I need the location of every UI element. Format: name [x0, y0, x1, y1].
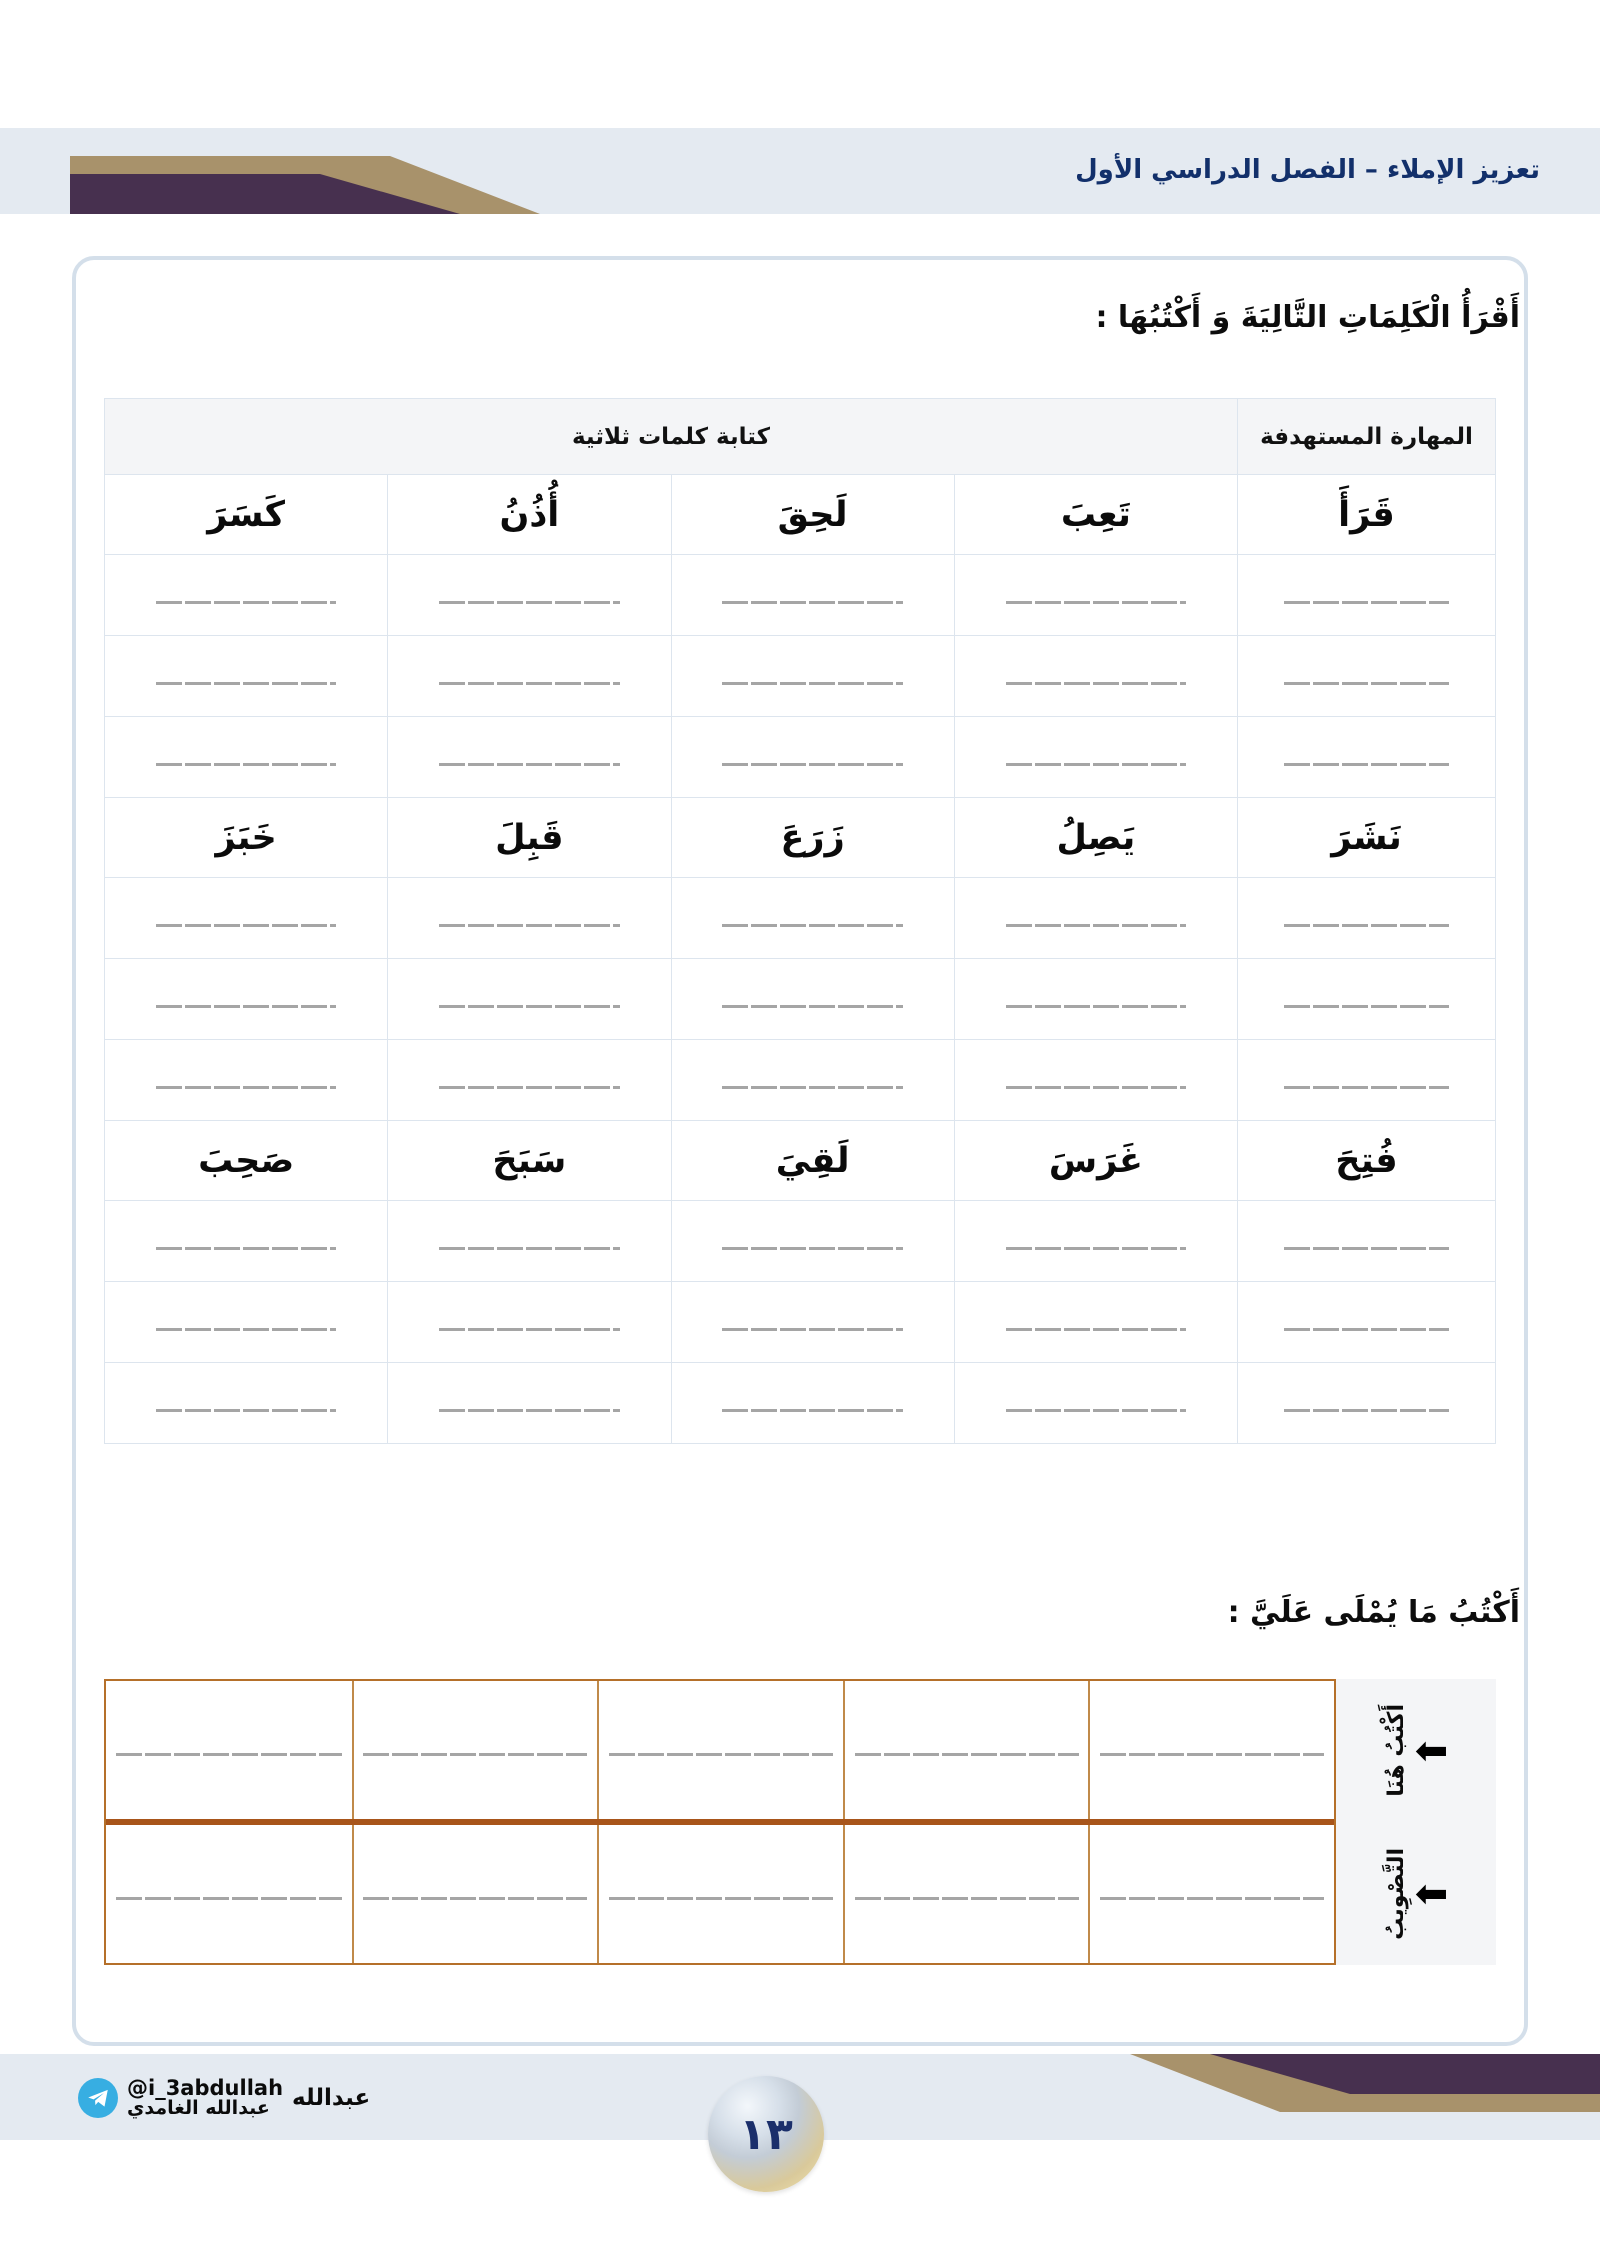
writing-guide-line [156, 601, 337, 604]
writing-practice-cell[interactable] [671, 959, 954, 1040]
writing-practice-cell[interactable] [954, 878, 1237, 959]
dictation-labels-column [1336, 1679, 1496, 1965]
writing-practice-cell[interactable] [954, 959, 1237, 1040]
word-cell: زَرَعَ [671, 798, 954, 878]
writing-practice-cell[interactable] [954, 555, 1237, 636]
writing-guide-line [1284, 1086, 1449, 1089]
dictation-cell[interactable] [843, 1681, 1089, 1819]
dictation-grid [104, 1679, 1336, 1965]
writing-practice-cell[interactable] [105, 1363, 388, 1444]
writing-guide-line [722, 1328, 903, 1331]
writing-guide-line [363, 1897, 587, 1900]
writing-guide-line [609, 1897, 833, 1900]
writing-guide-line [156, 1086, 337, 1089]
writing-guide-line [1006, 1005, 1187, 1008]
dictation-half-bottom [106, 1825, 1334, 1963]
writing-practice-cell[interactable] [671, 1201, 954, 1282]
dictation-label-text: أَكْتُبُ هُنَا [1383, 1704, 1409, 1797]
writing-guide-line [439, 1409, 620, 1412]
writing-guide-line [855, 1897, 1079, 1900]
word-cell: يَصِلُ [954, 798, 1237, 878]
writing-practice-cell[interactable] [954, 636, 1237, 717]
writing-guide-line [1284, 1005, 1449, 1008]
writing-practice-cell[interactable] [954, 1201, 1237, 1282]
writing-guide-line [156, 1005, 337, 1008]
word-table-body [105, 475, 1496, 1444]
page-number: ١٣ [739, 2108, 793, 2160]
writing-guide-line [439, 1005, 620, 1008]
instruction-dictation: أَكْتُبُ مَا يُمْلَى عَلَيَّ : [1227, 1595, 1520, 1630]
writing-practice-cell[interactable] [388, 717, 671, 798]
writing-guide-line [156, 763, 337, 766]
writing-practice-cell[interactable] [1238, 1040, 1496, 1121]
writing-practice-cell[interactable] [671, 555, 954, 636]
telegram-handle[interactable]: @i_3abdullah [127, 2076, 284, 2100]
writing-guide-line [1006, 1086, 1187, 1089]
writing-guide-line [156, 1409, 337, 1412]
dictation-cell[interactable] [843, 1825, 1089, 1963]
writing-practice-cell[interactable] [1238, 959, 1496, 1040]
left-arrow-icon: ⬅ [1414, 1727, 1449, 1774]
dictation-cell[interactable] [352, 1825, 598, 1963]
writing-practice-cell[interactable] [388, 1363, 671, 1444]
header-activity: كتابة كلمات ثلاثية [105, 399, 1238, 475]
writing-guide-line [156, 682, 337, 685]
writing-guide-line [439, 924, 620, 927]
practice-row [105, 717, 1496, 798]
practice-row [105, 1201, 1496, 1282]
dictation-cell[interactable] [1088, 1681, 1334, 1819]
corner-shape-top [70, 128, 540, 214]
dictation-half-top [106, 1681, 1334, 1825]
word-row [105, 1121, 1496, 1201]
writing-guide-line [439, 601, 620, 604]
writing-practice-cell[interactable] [1238, 1201, 1496, 1282]
writing-guide-line [1284, 601, 1449, 604]
writing-guide-line [1284, 682, 1449, 685]
writing-practice-cell[interactable] [671, 1282, 954, 1363]
writing-guide-line [1100, 1897, 1324, 1900]
writing-practice-cell[interactable] [388, 878, 671, 959]
word-cell: غَرَسَ [954, 1121, 1237, 1201]
word-cell: أُذُنُ [388, 475, 671, 555]
writing-guide-line [1006, 1409, 1187, 1412]
writing-guide-line [722, 682, 903, 685]
telegram-icon[interactable] [78, 2078, 118, 2118]
writing-guide-line [722, 1247, 903, 1250]
word-cell: سَبَحَ [388, 1121, 671, 1201]
writing-guide-line [722, 1086, 903, 1089]
practice-row [105, 878, 1496, 959]
writing-guide-line [439, 1247, 620, 1250]
writing-practice-cell[interactable] [954, 1363, 1237, 1444]
practice-row [105, 555, 1496, 636]
writing-practice-cell[interactable] [105, 878, 388, 959]
writing-practice-cell[interactable] [671, 717, 954, 798]
practice-row [105, 1363, 1496, 1444]
writing-guide-line [722, 1005, 903, 1008]
page-title: تعزيز الإملاء – الفصل الدراسي الأول [1075, 155, 1540, 185]
author-name: عبدالله الغامدي [127, 2097, 270, 2120]
dictation-cell[interactable] [597, 1825, 843, 1963]
writing-guide-line [1284, 924, 1449, 927]
writing-practice-cell[interactable] [105, 1282, 388, 1363]
writing-practice-cell[interactable] [388, 1040, 671, 1121]
footer-credit [78, 2068, 374, 2128]
word-table-head [105, 399, 1496, 475]
word-cell: خَبَزَ [105, 798, 388, 878]
author-signature: عبدالله [292, 2085, 371, 2111]
writing-guide-line [1006, 682, 1187, 685]
writing-guide-line [156, 924, 337, 927]
writing-guide-line [363, 1753, 587, 1756]
writing-guide-line [722, 763, 903, 766]
writing-guide-line [439, 682, 620, 685]
word-cell: تَعِبَ [954, 475, 1237, 555]
writing-practice-cell[interactable] [671, 1363, 954, 1444]
practice-row [105, 1040, 1496, 1121]
word-cell: لَقِيَ [671, 1121, 954, 1201]
writing-guide-line [439, 1086, 620, 1089]
writing-guide-line [439, 1328, 620, 1331]
writing-guide-line [1006, 601, 1187, 604]
writing-practice-cell[interactable] [671, 636, 954, 717]
dictation-cell[interactable] [1088, 1825, 1334, 1963]
writing-practice-cell[interactable] [1238, 1363, 1496, 1444]
writing-practice-cell[interactable] [105, 1040, 388, 1121]
writing-practice-cell[interactable] [388, 555, 671, 636]
page-number-badge [708, 2076, 824, 2192]
writing-guide-line [1006, 1328, 1187, 1331]
writing-guide-line [1006, 763, 1187, 766]
practice-row [105, 959, 1496, 1040]
writing-guide-line [1284, 1247, 1449, 1250]
writing-guide-line [1100, 1753, 1324, 1756]
left-arrow-icon: ⬅ [1414, 1870, 1449, 1917]
writing-practice-cell[interactable] [671, 1040, 954, 1121]
writing-practice-cell[interactable] [954, 1040, 1237, 1121]
writing-guide-line [439, 763, 620, 766]
footer-decoration-bottom-right [1130, 2054, 1600, 2140]
writing-practice-cell[interactable] [105, 959, 388, 1040]
header-decoration-top-left [70, 128, 540, 214]
writing-practice-cell[interactable] [105, 636, 388, 717]
word-row [105, 475, 1496, 555]
dictation-cell[interactable] [106, 1825, 352, 1963]
dictation-label-text: التَّصْوِيبُ [1383, 1847, 1409, 1940]
dictation-label-row [1336, 1679, 1496, 1822]
word-cell: قَبِلَ [388, 798, 671, 878]
word-cell: صَحِبَ [105, 1121, 388, 1201]
word-cell: كَسَرَ [105, 475, 388, 555]
header-skill: المهارة المستهدفة [1238, 399, 1496, 475]
word-cell: قَرَأَ [1238, 475, 1496, 555]
writing-practice-cell[interactable] [388, 636, 671, 717]
word-cell: فُتِحَ [1238, 1121, 1496, 1201]
writing-practice-cell[interactable] [1238, 878, 1496, 959]
writing-practice-cell[interactable] [388, 959, 671, 1040]
dictation-section [104, 1679, 1496, 1965]
instruction-read-and-write: أَقْرَأُ الْكَلِمَاتِ التَّالِيَةَ وَ أَكْتُبُهَا : [1095, 300, 1520, 335]
writing-guide-line [1006, 924, 1187, 927]
practice-row [105, 1282, 1496, 1363]
word-practice-table [104, 398, 1496, 1444]
practice-row [105, 636, 1496, 717]
dictation-cell[interactable] [597, 1681, 843, 1819]
word-table-header-row [105, 399, 1496, 475]
writing-practice-cell[interactable] [1238, 555, 1496, 636]
writing-practice-cell[interactable] [1238, 1282, 1496, 1363]
writing-practice-cell[interactable] [1238, 636, 1496, 717]
writing-guide-line [116, 1897, 342, 1900]
writing-guide-line [855, 1753, 1079, 1756]
corner-shape-bottom [1130, 2054, 1600, 2140]
dictation-cell[interactable] [106, 1681, 352, 1819]
writing-practice-cell[interactable] [105, 555, 388, 636]
writing-guide-line [1284, 1328, 1449, 1331]
writing-guide-line [1006, 1247, 1187, 1250]
writing-guide-line [609, 1753, 833, 1756]
dictation-cell[interactable] [352, 1681, 598, 1819]
credit-text-block [127, 2077, 283, 2119]
writing-practice-cell[interactable] [671, 878, 954, 959]
writing-guide-line [722, 1409, 903, 1412]
writing-practice-cell[interactable] [1238, 717, 1496, 798]
writing-practice-cell[interactable] [105, 717, 388, 798]
word-cell: نَشَرَ [1238, 798, 1496, 878]
writing-practice-cell[interactable] [105, 1201, 388, 1282]
word-cell: لَحِقَ [671, 475, 954, 555]
writing-guide-line [116, 1753, 342, 1756]
writing-practice-cell[interactable] [954, 717, 1237, 798]
telegram-glyph [85, 2085, 111, 2111]
writing-practice-cell[interactable] [954, 1282, 1237, 1363]
writing-guide-line [1284, 763, 1449, 766]
writing-guide-line [156, 1328, 337, 1331]
word-row [105, 798, 1496, 878]
dictation-label-row [1336, 1822, 1496, 1965]
writing-guide-line [156, 1247, 337, 1250]
writing-guide-line [1284, 1409, 1449, 1412]
writing-guide-line [722, 924, 903, 927]
writing-practice-cell[interactable] [388, 1201, 671, 1282]
writing-guide-line [722, 601, 903, 604]
writing-practice-cell[interactable] [388, 1282, 671, 1363]
